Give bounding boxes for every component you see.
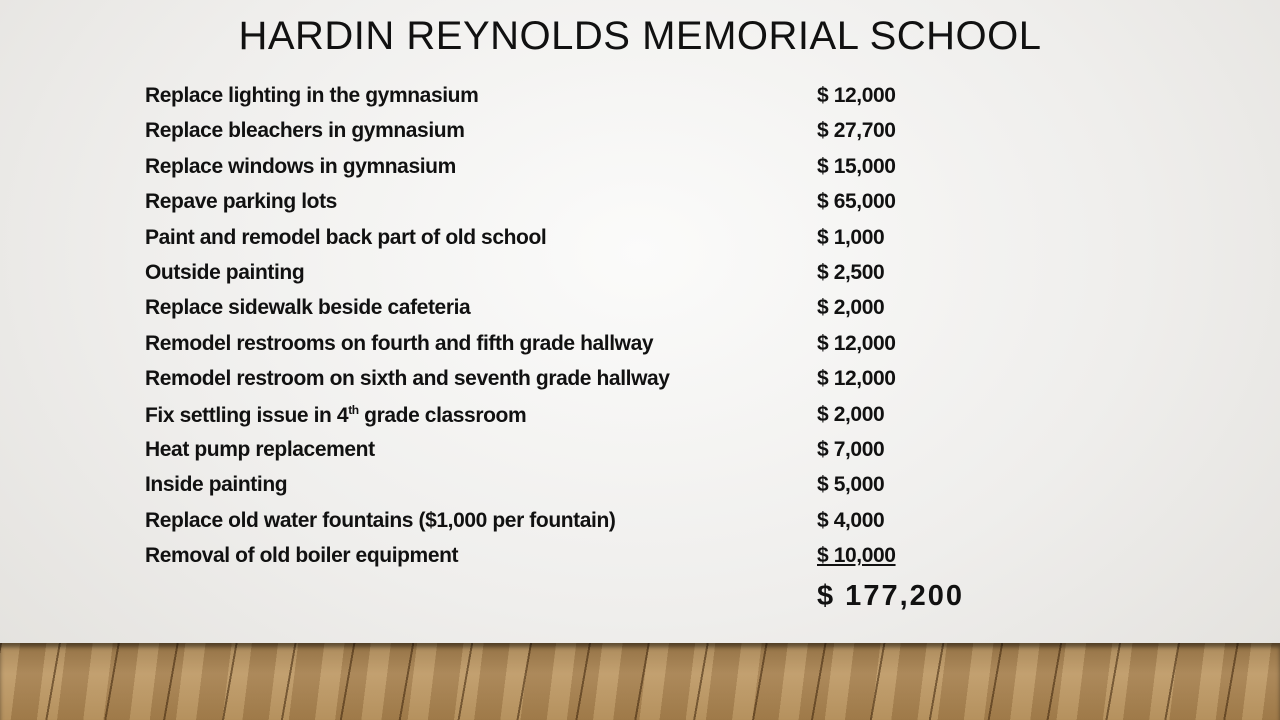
item-amount: $ 12,000 <box>817 84 896 107</box>
cost-item-row <box>145 155 1045 190</box>
cost-item-row <box>145 84 1045 119</box>
item-description: Replace bleachers in gymnasium <box>145 119 465 143</box>
cost-item-row <box>145 509 1045 544</box>
cost-item-row <box>145 119 1045 154</box>
cost-item-row <box>145 403 1045 438</box>
item-description: Repave parking lots <box>145 190 337 214</box>
item-description: Replace old water fountains ($1,000 per fountain) <box>145 508 616 532</box>
item-amount: $ 27,700 <box>817 119 896 143</box>
cost-item-row <box>145 226 1045 261</box>
item-amount: $ 2,000 <box>817 402 885 426</box>
cost-item-row <box>145 544 1045 579</box>
item-amount: $ 2,500 <box>817 261 885 284</box>
cost-item-row <box>145 473 1045 508</box>
cost-item-row <box>145 190 1045 225</box>
item-amount: $ 15,000 <box>817 154 896 178</box>
item-description <box>145 403 526 428</box>
total-amount: $ 177,200 <box>817 580 965 612</box>
item-description: Remodel restroom on sixth and seventh grade hallway <box>145 367 670 391</box>
cost-item-row <box>145 296 1045 331</box>
wood-floor-decoration <box>0 643 1280 720</box>
item-amount: $ 65,000 <box>817 190 896 214</box>
item-amount: $ 1,000 <box>817 225 885 249</box>
ordinal-suffix: th <box>348 402 359 417</box>
cost-item-row <box>145 438 1045 473</box>
item-description-part: grade classroom <box>358 403 527 427</box>
item-description: Removal of old boiler equipment <box>145 544 459 568</box>
item-description: Inside painting <box>145 473 288 497</box>
item-description: Paint and remodel back part of old school <box>145 225 547 249</box>
cost-item-row <box>145 367 1045 402</box>
item-amount: $ 10,000 <box>817 544 896 568</box>
cost-item-row <box>145 261 1045 296</box>
slide-title: HARDIN REYNOLDS MEMORIAL SCHOOL <box>238 14 1042 58</box>
item-description: Replace windows in gymnasium <box>145 154 456 178</box>
item-description: Replace lighting in the gymnasium <box>145 84 479 107</box>
item-description: Outside painting <box>145 261 305 284</box>
item-amount: $ 7,000 <box>817 438 885 461</box>
item-amount: $ 12,000 <box>817 331 896 355</box>
item-description: Replace sidewalk beside cafeteria <box>145 296 471 320</box>
item-description: Heat pump replacement <box>145 438 375 461</box>
item-amount: $ 5,000 <box>817 473 885 497</box>
item-description: Remodel restrooms on fourth and fifth grade hallway <box>145 331 654 355</box>
item-amount: $ 12,000 <box>817 367 896 391</box>
item-description-part: Fix settling issue in 4 <box>145 403 349 427</box>
item-amount: $ 2,000 <box>817 296 885 320</box>
item-amount: $ 4,000 <box>817 508 885 532</box>
cost-item-row <box>145 332 1045 367</box>
